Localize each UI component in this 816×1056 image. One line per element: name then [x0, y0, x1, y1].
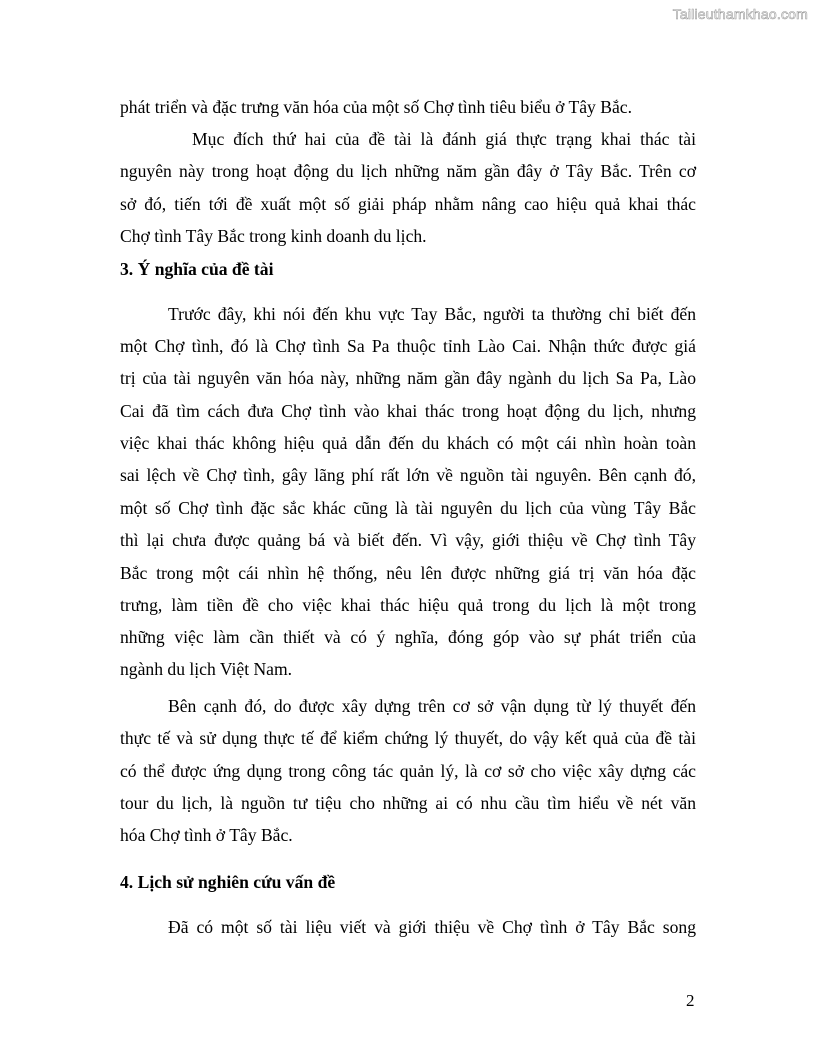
paragraph-line: Chợ tình Tây Bắc trong kinh doanh du lịch. — [120, 226, 427, 246]
paragraph-line: Mục đích thứ hai của đề tài là đánh giá thực trạng khai thác tài — [192, 129, 696, 149]
paragraph-line: Bên cạnh đó, do được xây dựng trên cơ sở vận dụng từ lý thuyết đến — [168, 696, 696, 716]
paragraph-line: thì lại chưa được quảng bá và biết đến. Vì vậy, giới thiệu về Chợ tình Tây — [120, 530, 696, 550]
paragraph-line: Đã có một số tài liệu viết và giới thiệu về Chợ tình ở Tây Bắc song — [168, 917, 696, 937]
paragraph-line: tour du lịch, là nguồn tư tiệu cho những ai có nhu cầu tìm hiểu về nét văn — [120, 793, 696, 813]
paragraph-line: Trước đây, khi nói đến khu vực Tay Bắc, người ta thường chỉ biết đến — [168, 304, 696, 324]
paragraph-line: những việc làm cần thiết và có ý nghĩa, đóng góp vào sự phát triển của — [120, 627, 696, 647]
paragraph-line: trị của tài nguyên văn hóa này, những năm gần đây ngành du lịch Sa Pa, Lào — [120, 368, 696, 388]
page-number: 2 — [686, 991, 695, 1010]
paragraph-line: một số Chợ tình đặc sắc khác cũng là tài nguyên du lịch của vùng Tây Bắc — [120, 498, 696, 518]
paragraph-line: ngành du lịch Việt Nam. — [120, 659, 293, 679]
paragraph-line: việc khai thác không hiệu quả dẫn đến du khách có một cái nhìn hoàn toàn — [120, 433, 696, 453]
paragraph-line: hóa Chợ tình ở Tây Bắc. — [120, 825, 293, 845]
paragraph-line: sở đó, tiến tới đề xuất một số giải pháp nhằm nâng cao hiệu quả khai thác — [120, 194, 696, 214]
paragraph-line: trưng, làm tiền đề cho việc khai thác hiệu quả trong du lịch là một trong — [120, 595, 696, 615]
watermark-text: Tailieuthamkhao.com — [672, 6, 808, 22]
section-heading: 3. Ý nghĩa của đề tài — [120, 259, 274, 279]
paragraph-line: thực tế và sử dụng thực tế để kiểm chứng lý thuyết, do vậy kết quả của đề tài — [120, 728, 696, 748]
paragraph-line: một Chợ tình, đó là Chợ tình Sa Pa thuộc tỉnh Lào Cai. Nhận thức được giá — [120, 336, 696, 356]
paragraph-line: Bắc trong một cái nhìn hệ thống, nêu lên được những giá trị văn hóa đặc — [120, 563, 696, 583]
paragraph-line: Cai đã tìm cách đưa Chợ tình vào khai thác trong hoạt động du lịch, nhưng — [120, 401, 696, 421]
paragraph-line: sai lệch về Chợ tình, gây lãng phí rất lớn về nguồn tài nguyên. Bên cạnh đó, — [120, 465, 696, 485]
section-heading: 4. Lịch sử nghiên cứu vấn đề — [120, 872, 336, 892]
paragraph-line: phát triển và đặc trưng văn hóa của một số Chợ tình tiêu biểu ở Tây Bắc. — [120, 97, 633, 117]
paragraph-line: có thể được ứng dụng trong công tác quản lý, là cơ sở cho việc xây dựng các — [120, 761, 696, 781]
paragraph-line: nguyên này trong hoạt động du lịch những năm gần đây ở Tây Bắc. Trên cơ — [120, 161, 696, 181]
